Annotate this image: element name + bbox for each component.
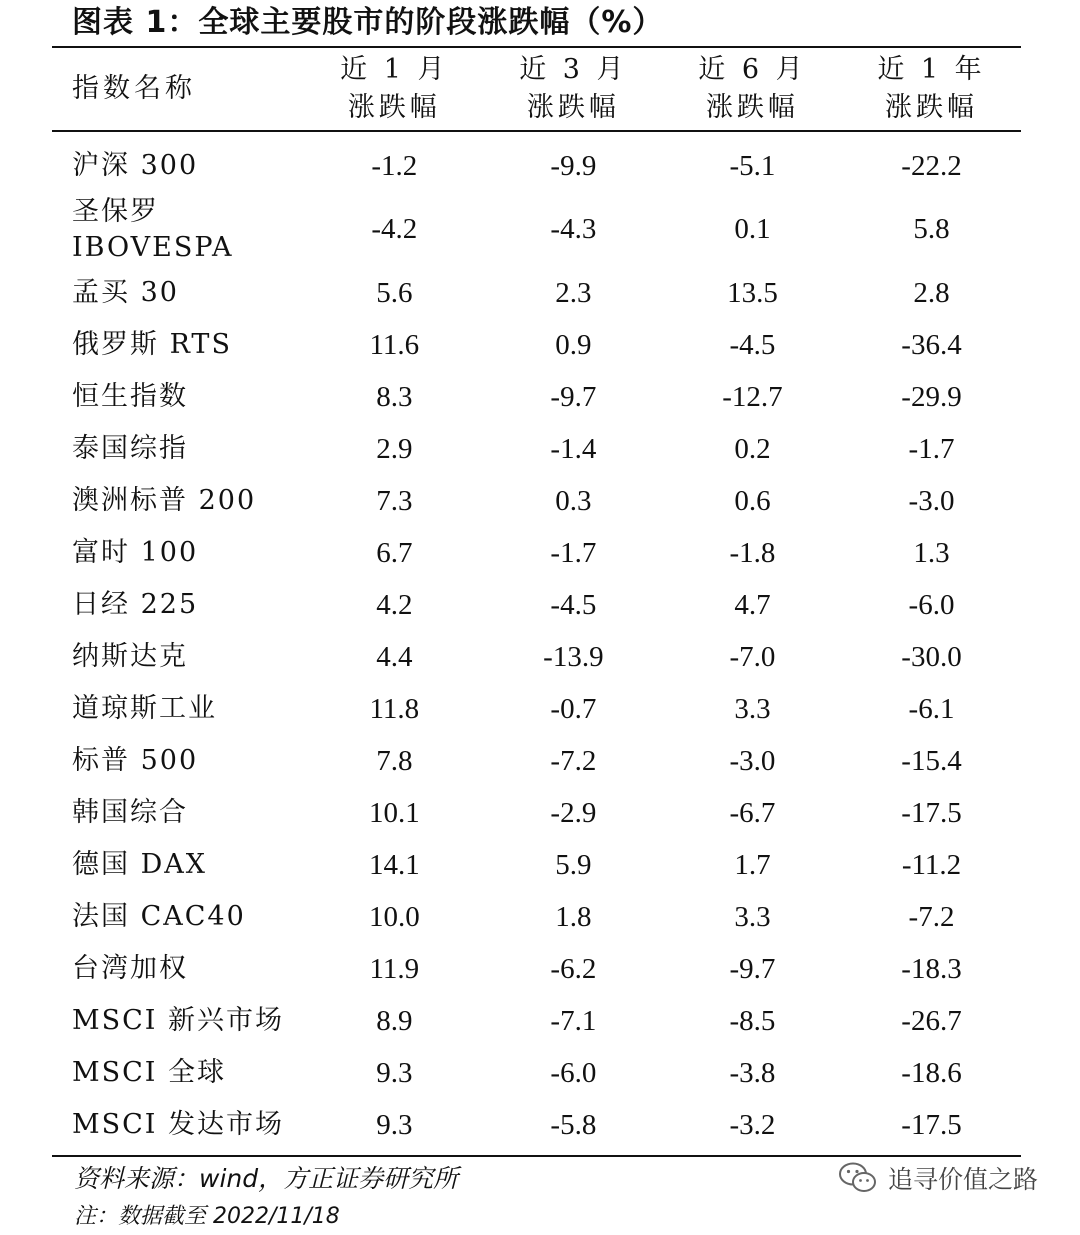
table-row: [52, 579, 1021, 631]
change-6m-cell: -6.7: [729, 796, 776, 829]
change-1y-cell: -26.7: [901, 1004, 962, 1037]
change-1m-cell: 10.0: [368, 900, 420, 933]
change-3m-cell: -4.3: [550, 213, 597, 245]
table-row: [52, 787, 1021, 839]
change-1m-cell: 11.6: [369, 328, 420, 361]
header-6m-line2: 涨跌幅: [705, 92, 799, 123]
table-row: [52, 631, 1021, 683]
change-3m-cell: 2.3: [555, 276, 592, 309]
change-1y-cell: -22.2: [901, 149, 962, 182]
table-row: [52, 891, 1021, 943]
table-row: [52, 192, 1021, 267]
header-1y-line1: 近 1 年: [877, 54, 986, 85]
change-1y-cell: 5.8: [913, 213, 950, 245]
change-3m-cell: -1.4: [550, 432, 597, 465]
index-name-cell: 德国 DAX: [72, 849, 207, 880]
change-3m-cell: 1.8: [555, 900, 592, 933]
index-name-cell: 沪深 300: [72, 150, 199, 181]
watermark-text: 追寻价值之路: [888, 1165, 1039, 1194]
index-name-cell: 俄罗斯 RTS: [72, 329, 232, 360]
header-1m-line2: 涨跌幅: [347, 92, 441, 123]
table-row: [52, 371, 1021, 423]
header-6m-line1: 近 6 月: [698, 54, 807, 85]
change-3m-cell: -7.2: [550, 744, 597, 777]
change-3m-cell: -7.1: [550, 1004, 597, 1037]
change-1y-cell: -6.1: [908, 692, 955, 725]
change-1y-cell: -1.7: [908, 432, 955, 465]
header-1y-line2: 涨跌幅: [885, 92, 978, 123]
change-6m-cell: 0.6: [734, 484, 771, 517]
table-row: [52, 527, 1021, 579]
change-1y-cell: 1.3: [913, 536, 950, 569]
change-6m-cell: -3.2: [729, 1108, 776, 1141]
change-1m-cell: 6.7: [376, 536, 413, 569]
table-title: 图表 1：全球主要股市的阶段涨跌幅（%）: [72, 5, 664, 40]
change-1y-cell: -18.3: [901, 952, 962, 985]
table-row: [52, 735, 1021, 787]
header-1m-line1: 近 1 月: [340, 54, 449, 85]
change-1y-cell: 2.8: [913, 276, 950, 309]
change-3m-cell: -6.0: [550, 1056, 597, 1089]
table-row: [52, 943, 1021, 995]
table-row: [52, 140, 1021, 192]
index-name-cell: 富时 100: [72, 537, 199, 568]
index-name-cell: 台湾加权: [72, 953, 188, 984]
change-6m-cell: 4.7: [734, 588, 771, 621]
change-3m-cell: -5.8: [550, 1108, 597, 1141]
table-body: [52, 132, 1021, 1151]
index-name-cell: MSCI 发达市场: [72, 1109, 285, 1140]
change-6m-cell: -3.0: [729, 744, 776, 777]
change-6m-cell: -9.7: [729, 952, 776, 985]
change-3m-cell: -6.2: [550, 952, 597, 985]
change-1m-cell: 4.4: [376, 640, 413, 673]
change-3m-cell: -13.9: [543, 640, 604, 673]
wechat-icon: [838, 1161, 878, 1195]
change-6m-cell: -12.7: [722, 380, 783, 413]
change-6m-cell: -8.5: [729, 1004, 776, 1037]
watermark: [838, 1158, 1038, 1198]
change-1m-cell: 10.1: [368, 796, 420, 829]
table-row: [52, 1099, 1021, 1151]
change-6m-cell: -7.0: [729, 640, 776, 673]
change-1y-cell: -30.0: [901, 640, 962, 673]
change-1m-cell: 7.8: [376, 744, 413, 777]
header-index-name: 指数名称: [72, 73, 196, 104]
change-1m-cell: 7.3: [376, 484, 413, 517]
change-3m-cell: 5.9: [555, 848, 592, 881]
change-3m-cell: 0.9: [555, 328, 592, 361]
change-1m-cell: 2.9: [376, 432, 413, 465]
change-6m-cell: 13.5: [727, 276, 778, 309]
date-note: 注：数据截至 2022/11/18: [74, 1204, 340, 1229]
change-6m-cell: 3.3: [734, 692, 771, 725]
change-6m-cell: 3.3: [734, 900, 771, 933]
change-1m-cell: -1.2: [371, 149, 418, 182]
change-1m-cell: 8.9: [376, 1004, 413, 1037]
change-6m-cell: 0.2: [734, 432, 771, 465]
change-1m-cell: 14.1: [368, 848, 420, 881]
table-bottom-rule: [52, 1155, 1021, 1157]
table-row: [52, 995, 1021, 1047]
change-1m-cell: 11.9: [369, 952, 420, 985]
header-3m-line1: 近 3 月: [519, 54, 628, 85]
change-1m-cell: 11.8: [369, 692, 420, 725]
index-name-cell: 纳斯达克: [72, 641, 188, 672]
change-3m-cell: -9.7: [550, 380, 597, 413]
table-row: [52, 475, 1021, 527]
change-1y-cell: -7.2: [908, 900, 955, 933]
index-name-cell: 韩国综合: [72, 797, 188, 828]
change-1m-cell: 4.2: [376, 588, 413, 621]
change-3m-cell: -9.9: [550, 149, 597, 182]
change-6m-cell: -3.8: [729, 1056, 776, 1089]
change-1y-cell: -17.5: [901, 796, 962, 829]
index-name-cell: 道琼斯工业: [72, 693, 217, 724]
change-1y-cell: -36.4: [901, 328, 962, 361]
index-name-cell: 法国 CAC40: [72, 901, 246, 932]
header-6m: [663, 51, 842, 127]
change-1m-cell: 5.6: [376, 276, 413, 309]
table-header: [52, 46, 1021, 132]
change-1m-cell: -4.2: [371, 213, 418, 245]
change-3m-cell: 0.3: [555, 484, 592, 517]
index-name-cell: 标普 500: [72, 745, 199, 776]
change-1m-cell: 8.3: [376, 380, 413, 413]
index-name-cell: 恒生指数: [72, 381, 188, 412]
document: [52, 0, 1021, 1235]
change-1y-cell: -15.4: [901, 744, 962, 777]
change-3m-cell: -1.7: [550, 536, 597, 569]
change-1y-cell: -6.0: [908, 588, 955, 621]
index-name-cell: MSCI 新兴市场: [72, 1005, 285, 1036]
table-row: [52, 1047, 1021, 1099]
index-name-cell: 澳洲标普 200: [72, 485, 257, 516]
index-name-cell: MSCI 全球: [72, 1057, 227, 1088]
change-1m-cell: 9.3: [376, 1108, 413, 1141]
index-name-cell: 孟买 30: [72, 277, 179, 308]
change-6m-cell: -1.8: [729, 536, 776, 569]
change-1y-cell: -29.9: [901, 380, 962, 413]
table-row: [52, 319, 1021, 371]
change-3m-cell: -0.7: [550, 692, 597, 725]
source-note: 资料来源：wind，方正证券研究所: [74, 1164, 459, 1193]
change-1y-cell: -3.0: [908, 484, 955, 517]
index-name-cell: 圣保罗 IBOVESPA: [72, 195, 234, 263]
change-6m-cell: 0.1: [734, 213, 771, 245]
index-name-cell: 泰国综指: [72, 433, 188, 464]
change-1m-cell: 9.3: [376, 1056, 413, 1089]
change-6m-cell: -4.5: [729, 328, 776, 361]
table-row: [52, 267, 1021, 319]
change-1y-cell: -17.5: [901, 1108, 962, 1141]
change-6m-cell: 1.7: [734, 848, 771, 881]
header-3m: [484, 51, 663, 127]
change-1y-cell: -11.2: [901, 848, 962, 881]
index-name-cell: 日经 225: [72, 589, 199, 620]
header-3m-line2: 涨跌幅: [526, 92, 620, 123]
change-1y-cell: -18.6: [901, 1056, 962, 1089]
change-3m-cell: -4.5: [550, 588, 597, 621]
change-6m-cell: -5.1: [729, 149, 776, 182]
table-row: [52, 423, 1021, 475]
header-1m: [305, 51, 484, 127]
table-row: [52, 683, 1021, 735]
header-1y: [842, 51, 1021, 127]
table-row: [52, 839, 1021, 891]
change-3m-cell: -2.9: [550, 796, 597, 829]
